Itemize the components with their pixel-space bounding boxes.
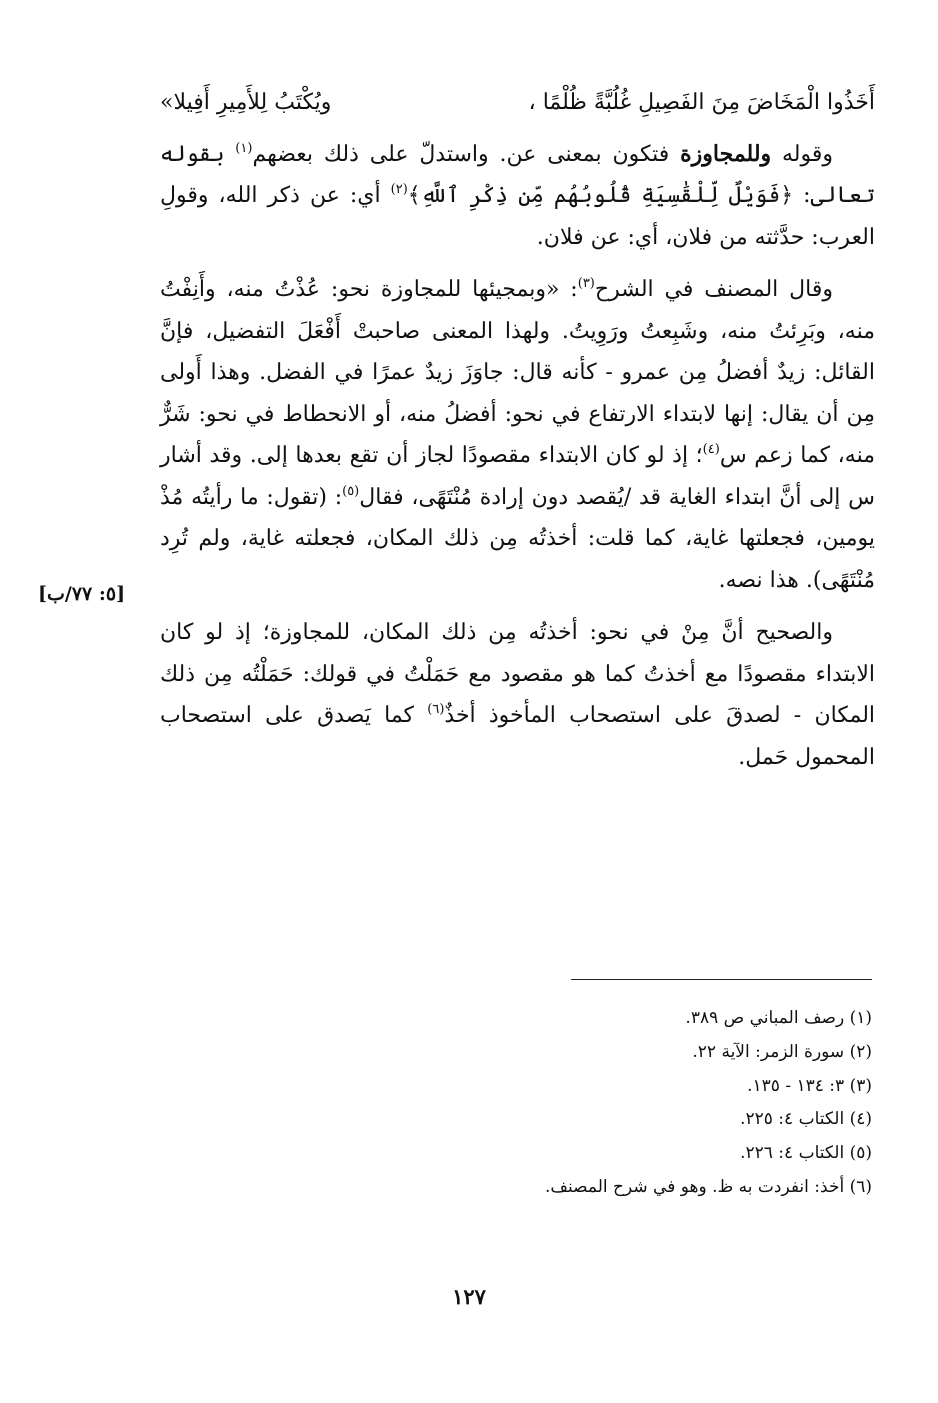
main-text: [160, 82, 875, 778]
footnote-ref[interactable]: (٣): [577, 276, 595, 291]
footnote-item: (١) رصف المباني ص ٣٨٩.: [685, 1008, 872, 1028]
paragraph-text: فتكون بمعنى عن. واستدلّ على ذلك بعضهم: [252, 141, 681, 167]
paragraph-text: أي: عن ذكر الله، وقولِ العرب: حدَّثته من فلان، أي: عن فلان.: [160, 183, 875, 250]
page-number: ١٢٧: [452, 1284, 486, 1309]
paragraph-text: ؛ إذ لو كان الابتداء مقصودًا لجاز أن تقع بعدها إلى. وقد أشار س إلى أنَّ ابتداء الغاية قد /يُقصد دون إرادة مُنْتَهًى، فقال: [160, 443, 875, 510]
poetry-verse: [160, 82, 875, 124]
footnote-ref[interactable]: (٤): [702, 442, 720, 457]
footnote-item: (٣) ٣: ١٣٤ - ١٣٥.: [747, 1075, 872, 1096]
footnote-divider: [571, 979, 872, 980]
paragraph-text: : (تقول: ما رأيتُه مُذْ يومين، فجعلتها غاية، كما قلت: أخذتُه مِن ذلك المكان، فجعلته غاية، ولم تُرِد مُنْتَهًى). هذا نصه.: [160, 484, 875, 593]
paragraph-text: : «وبمجيئها للمجاوزة نحو: عُذْتُ منه، وأَنِفْتُ منه، وبَرِئتُ منه، وشَبِعتُ ورَوِيتُ. ولهذا المعنى صاحبتْ أَفْعَلَ التفضيل، فإنَّ القائل: زيدٌ أفضلُ مِن عمرو - كأنه قال: جاوَزَ زيدٌ عمرًا في الفضل. وهذا أَولى مِن أن يقال: إنها لابتداء الارتفاع في نحو: أفضلُ منه، أو الانحطاط في نحو: شَرٌّ منه، كما زعم س: [160, 277, 876, 468]
footnote-ref[interactable]: (٦): [427, 702, 445, 717]
footnote-ref[interactable]: (٢): [390, 182, 408, 197]
paragraph-text: كما يَصدق على استصحاب المحمول حَمل.: [160, 703, 875, 770]
footnote-item: (٦) أخذ: انفردت به ظ. وهو في شرح المصنف.: [545, 1176, 872, 1197]
footnote-item: (٤) الكتاب ٤: ٢٢٥.: [740, 1109, 872, 1130]
paragraph-text: والصحيح أنَّ مِنْ في نحو: أخذتُه مِن ذلك المكان، للمجاوزة؛ إذ لو كان الابتداء مقصودًا مع أخذتُ كما هو مقصود مع حَمَلْتُ في قولك: حَمَلْتُه مِن ذلك المكان - لصدقَ على استصحاب المأخوذ أخذٌ: [160, 620, 876, 728]
footnote-ref[interactable]: (٥): [342, 483, 360, 499]
bold-term: وللمجاوزة: [680, 140, 772, 167]
footnotes: [272, 1002, 872, 1205]
paragraph-mujawaza: [160, 134, 875, 259]
paragraph-text: وقال المصنف في الشرح: [594, 277, 834, 302]
paragraph-sahih: [160, 612, 875, 778]
footnote-item: (٥) الكتاب ٤: ٢٢٦.: [740, 1143, 872, 1164]
footnote-item: (٢) سورة الزمر: الآية ٢٢.: [692, 1041, 872, 1062]
paragraph-text: بقوله تعالى: ﴿فَوَيْلٌ لِّلْقَٰسِيَةِ قُلُوبُهُم مِّن ذِكْرِ ٱللَّهِ﴾: [160, 141, 875, 208]
footnote-ref[interactable]: (١): [235, 140, 253, 156]
paragraph-lead: وقوله: [771, 141, 833, 167]
manuscript-margin-reference: [٥: ٧٧/ب]: [38, 583, 126, 605]
verse-hemistich-left: ويُكْتَبُ لِلأَمِيرِ أَفِيلا»: [160, 90, 332, 115]
paragraph-sharh: [160, 269, 875, 601]
verse-hemistich-right: أَخَذُوا الْمَخَاضَ مِنَ الفَصِيلِ غُلُبَّةً ظُلْمًا ،: [528, 90, 875, 115]
